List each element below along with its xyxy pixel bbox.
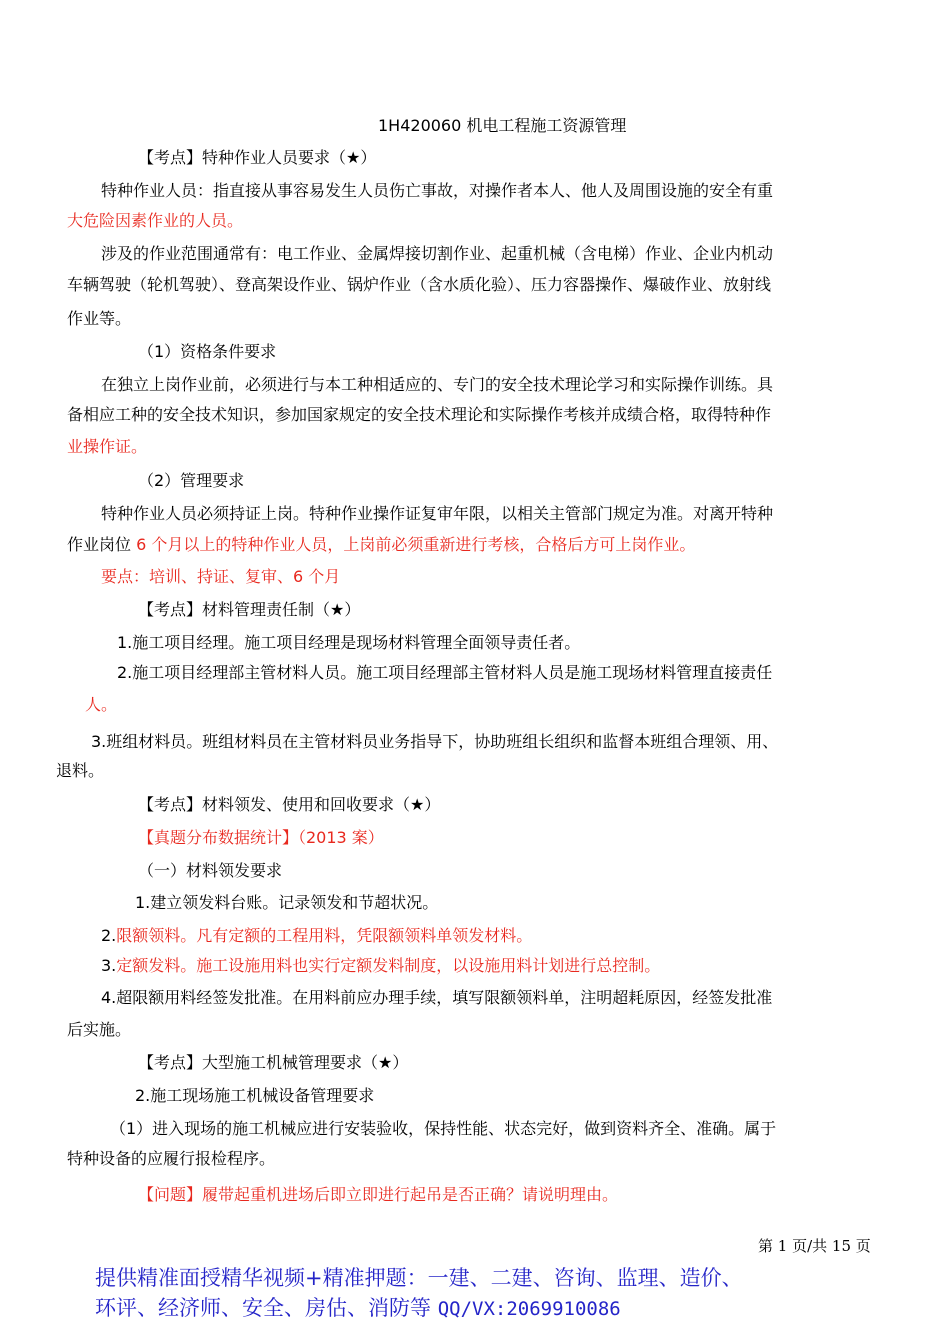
highlight-text: 人。 xyxy=(85,695,118,714)
list-item-continuation: 退料。 xyxy=(56,761,105,780)
subheading-management: （2）管理要求 xyxy=(138,471,245,490)
list-number: 3. xyxy=(101,956,117,975)
list-item: 1.建立领发料台账。记录领发和节超状况。 xyxy=(135,893,439,912)
paragraph-line: 在独立上岗作业前，必须进行与本工种相适应的、专门的安全技术理论学习和实际操作训练。具 xyxy=(101,375,774,394)
list-item-continuation: 后实施。 xyxy=(67,1020,132,1039)
list-item: 1.施工项目经理。施工项目经理是现场材料管理全面领导责任者。 xyxy=(117,633,581,652)
highlight-text: 业操作证。 xyxy=(67,437,148,456)
paragraph-line: （1）进入现场的施工机械应进行安装验收，保持性能、状态完好，做到资料齐全、准确。属于 xyxy=(110,1119,777,1138)
ad-contact: QQ/VX:2069910086 xyxy=(437,1298,621,1320)
ad-banner-line-1: 提供精准面授精华视频+精准押题：一建、二建、咨询、监理、造价、 xyxy=(95,1266,743,1290)
paragraph-line xyxy=(67,534,695,556)
subheading-machinery-requirements: 2.施工现场施工机械设备管理要求 xyxy=(135,1086,375,1105)
highlight-text: 定额发料。施工设施用料也实行定额发料制度，以设施用料计划进行总控制。 xyxy=(116,956,661,975)
key-point: 要点：培训、持证、复审、6 个月 xyxy=(101,567,341,586)
paragraph-line: 作业等。 xyxy=(67,309,132,328)
list-item: 3.班组材料员。班组材料员在主管材料员业务指导下，协助班组长组织和监督本班组合理领、用、 xyxy=(91,732,779,751)
list-item xyxy=(101,955,660,977)
section-heading-material-issue: 【考点】材料领发、使用和回收要求（★） xyxy=(138,795,441,814)
list-number: 2. xyxy=(101,926,117,945)
subheading-qualification: （1）资格条件要求 xyxy=(138,342,277,361)
paragraph-text: 作业岗位 xyxy=(67,535,137,554)
page-title: 1H420060 机电工程施工资源管理 xyxy=(378,116,627,135)
list-item xyxy=(101,925,532,947)
section-heading-machinery: 【考点】大型施工机械管理要求（★） xyxy=(138,1053,409,1072)
ad-banner-line-2 xyxy=(95,1294,621,1323)
list-item: 4.超限额用料经签发批准。在用料前应办理手续，填写限额领料单，注明超耗原因，经签发批准 xyxy=(101,988,773,1007)
paragraph-line: 特种作业人员必须持证上岗。特种作业操作证复审年限，以相关主管部门规定为准。对离开特种 xyxy=(101,504,774,523)
section-heading-material-responsibility: 【考点】材料管理责任制（★） xyxy=(138,600,361,619)
page-number: 第 1 页/共 15 页 xyxy=(758,1237,871,1255)
list-item: 2.施工项目经理部主管材料人员。施工项目经理部主管材料人员是施工现场材料管理直接责任 xyxy=(117,663,773,682)
paragraph-line: 特种设备的应履行报检程序。 xyxy=(67,1149,276,1168)
exam-statistics-label: 【真题分布数据统计】（2013 案） xyxy=(138,828,384,847)
paragraph-line: 涉及的作业范围通常有：电工作业、金属焊接切割作业、起重机械（含电梯）作业、企业内机动 xyxy=(101,244,774,263)
paragraph-line: 备相应工种的安全技术知识，参加国家规定的安全技术理论和实际操作考核并成绩合格，取得特种作 xyxy=(67,405,772,424)
highlight-text: 6 个月以上的特种作业人员，上岗前必须重新进行考核，合格后方可上岗作业。 xyxy=(136,535,696,554)
ad-text: 环评、经济师、安全、房估、消防等 xyxy=(95,1296,438,1320)
paragraph-line: 车辆驾驶（轮机驾驶）、登高架设作业、锅炉作业（含水质化验）、压力容器操作、爆破作业、放射线 xyxy=(67,275,772,294)
question-text: 【问题】履带起重机进场后即立即进行起吊是否正确？请说明理由。 xyxy=(138,1185,619,1204)
paragraph-line: 特种作业人员：指直接从事容易发生人员伤亡事故，对操作者本人、他人及周围设施的安全有重 xyxy=(101,181,774,200)
subheading-issue-requirements: （一）材料领发要求 xyxy=(138,861,283,880)
highlight-text: 限额领料。凡有定额的工程用料，凭限额领料单领发材料。 xyxy=(116,926,533,945)
highlight-text: 大危险因素作业的人员。 xyxy=(67,211,244,230)
section-heading-special-workers: 【考点】特种作业人员要求（★） xyxy=(138,148,377,167)
